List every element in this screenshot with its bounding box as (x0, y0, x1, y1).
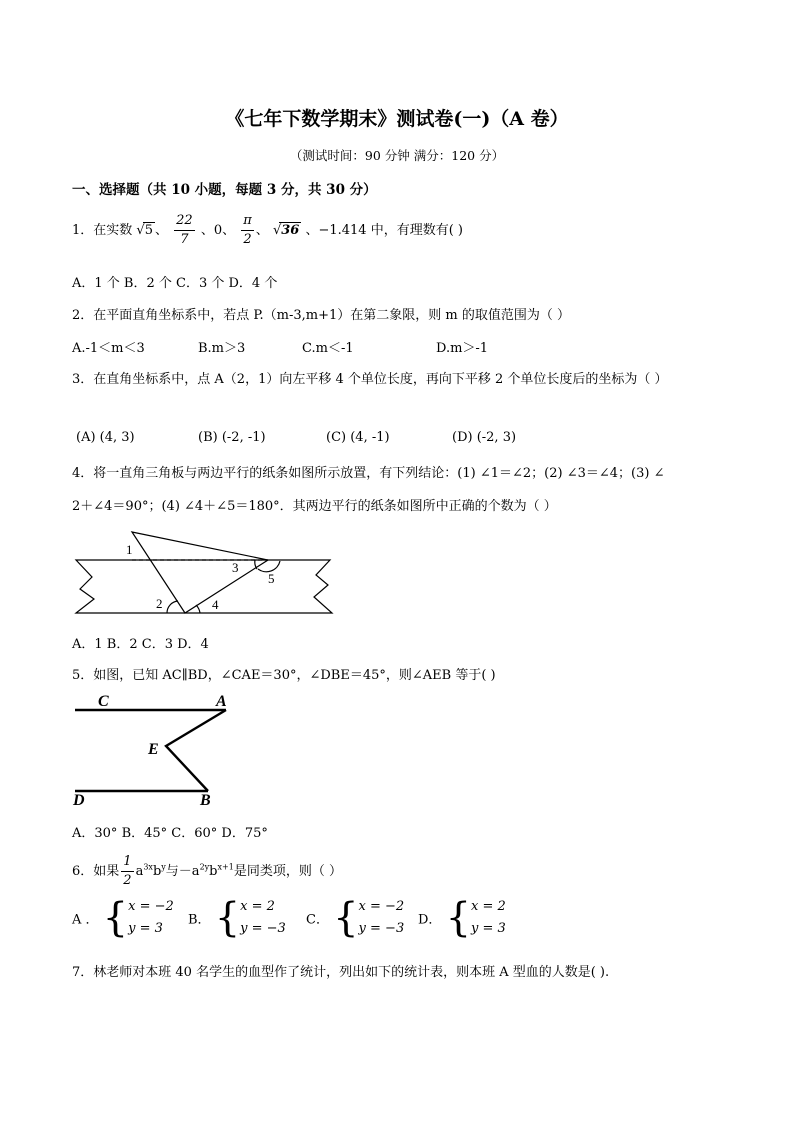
q4-figure (70, 525, 340, 620)
point-label-e: E (148, 741, 159, 758)
q2-option-b: B.m＞3 (198, 341, 246, 356)
q4-options: A．1 B．2 C．3 D．4 (72, 637, 209, 652)
q1-suffix: 、−1.414 中，有理数有( ) (305, 223, 463, 238)
fraction-pi-2: $\frac{\pi}{2}$ (243, 213, 252, 247)
q5-figure (70, 686, 240, 811)
sqrt-36: √36 (272, 223, 300, 238)
q1-prefix: 1．在实数 (72, 223, 133, 238)
question-2: 2．在平面直角坐标系中，若点 P.（m-3,m+1）在第二象限，则 m 的取值范围为（ ） (72, 308, 570, 323)
question-4-line-1: 4．将一直角三角板与两边平行的纸条如图所示放置，有下列结论：(1) ∠1＝∠2；(2) ∠3＝∠4；(3) ∠ (72, 466, 665, 481)
question-1: 1．在实数 √5 、 $\frac{22}{7}$ 、0、 $\frac{\pi}{2}$ 、 √36 、−1.414 中，有理数有( ) (72, 213, 463, 247)
q6-option-a: A ． {x = −2 y = 3 (72, 895, 174, 941)
angle-label-5: 5 (268, 571, 275, 586)
q6-prefix: 6．如果 (72, 864, 120, 879)
point-label-c: C (98, 693, 109, 710)
angle-label-2: 2 (156, 596, 163, 611)
q6-option-b: B． {x = 2 y = −3 (188, 895, 286, 941)
question-5: 5．如图，已知 AC∥BD，∠CAE＝30°，∠DBE＝45°，则∠AEB 等于( ) (72, 668, 496, 683)
q3-option-c: (C) (4, -1) (326, 430, 390, 445)
section-heading: 一、选择题（共 10 小题，每题 3 分，共 30 分） (72, 182, 377, 198)
q2-option-d: D.m＞-1 (436, 341, 489, 356)
q6-suffix: 是同类项，则（ ） (233, 864, 342, 879)
triangle-ruler (132, 532, 268, 613)
q2-option-c: C.m＜-1 (302, 341, 354, 356)
point-label-d: D (73, 792, 85, 809)
fraction-1-2: $\frac{1}{2}$ (123, 854, 132, 888)
q6-option-c: C． {x = −2 y = −3 (306, 895, 405, 941)
question-3: 3．在直角坐标系中，点 A（2，1）向左平移 4 个单位长度，再向下平移 2 个单位长度后的坐标为（ ） (72, 372, 668, 387)
q1-zero: 、0、 (200, 223, 236, 238)
question-7: 7．林老师对本班 40 名学生的血型作了统计，列出如下的统计表，则本班 A 型血的人数是( ). (72, 965, 610, 980)
q5-options: A．30° B．45° C．60° D．75° (72, 826, 268, 841)
q2-option-a: A.-1＜m＜3 (72, 341, 145, 356)
point-label-a: A (216, 693, 227, 710)
fraction-22-7: $\frac{22}{7}$ (176, 213, 193, 247)
angle-label-3: 3 (232, 560, 239, 575)
question-4-line-2: 2＋∠4＝90°；(4) ∠4＋∠5＝180°．其两边平行的纸条如图所中正确的个数为（ ） (72, 499, 557, 514)
paper-strip (76, 560, 332, 613)
sqrt-5: √5 (136, 223, 153, 238)
q1-options: A．1 个 B．2 个 C．3 个 D．4 个 (72, 276, 278, 291)
q3-option-b: (B) (-2, -1) (198, 430, 266, 445)
page-subtitle: （测试时间：90 分钟 满分：120 分） (289, 148, 505, 163)
q3-option-a: (A) (4, 3) (76, 430, 135, 445)
angle-label-4: 4 (212, 597, 219, 612)
angle-label-1: 1 (126, 542, 133, 557)
page-title: 《七年下数学期末》测试卷(一)（A 卷） (225, 108, 569, 130)
q3-option-d: (D) (-2, 3) (452, 430, 517, 445)
point-label-b: B (200, 792, 211, 809)
q6-option-d: D． {x = 2 y = 3 (418, 895, 506, 941)
question-6: 6．如果 $\frac{1}{2}$ $a^{3x}b^y$与$-a^{2y}b^{x+1}$是同类项，则（ ） (72, 854, 342, 888)
